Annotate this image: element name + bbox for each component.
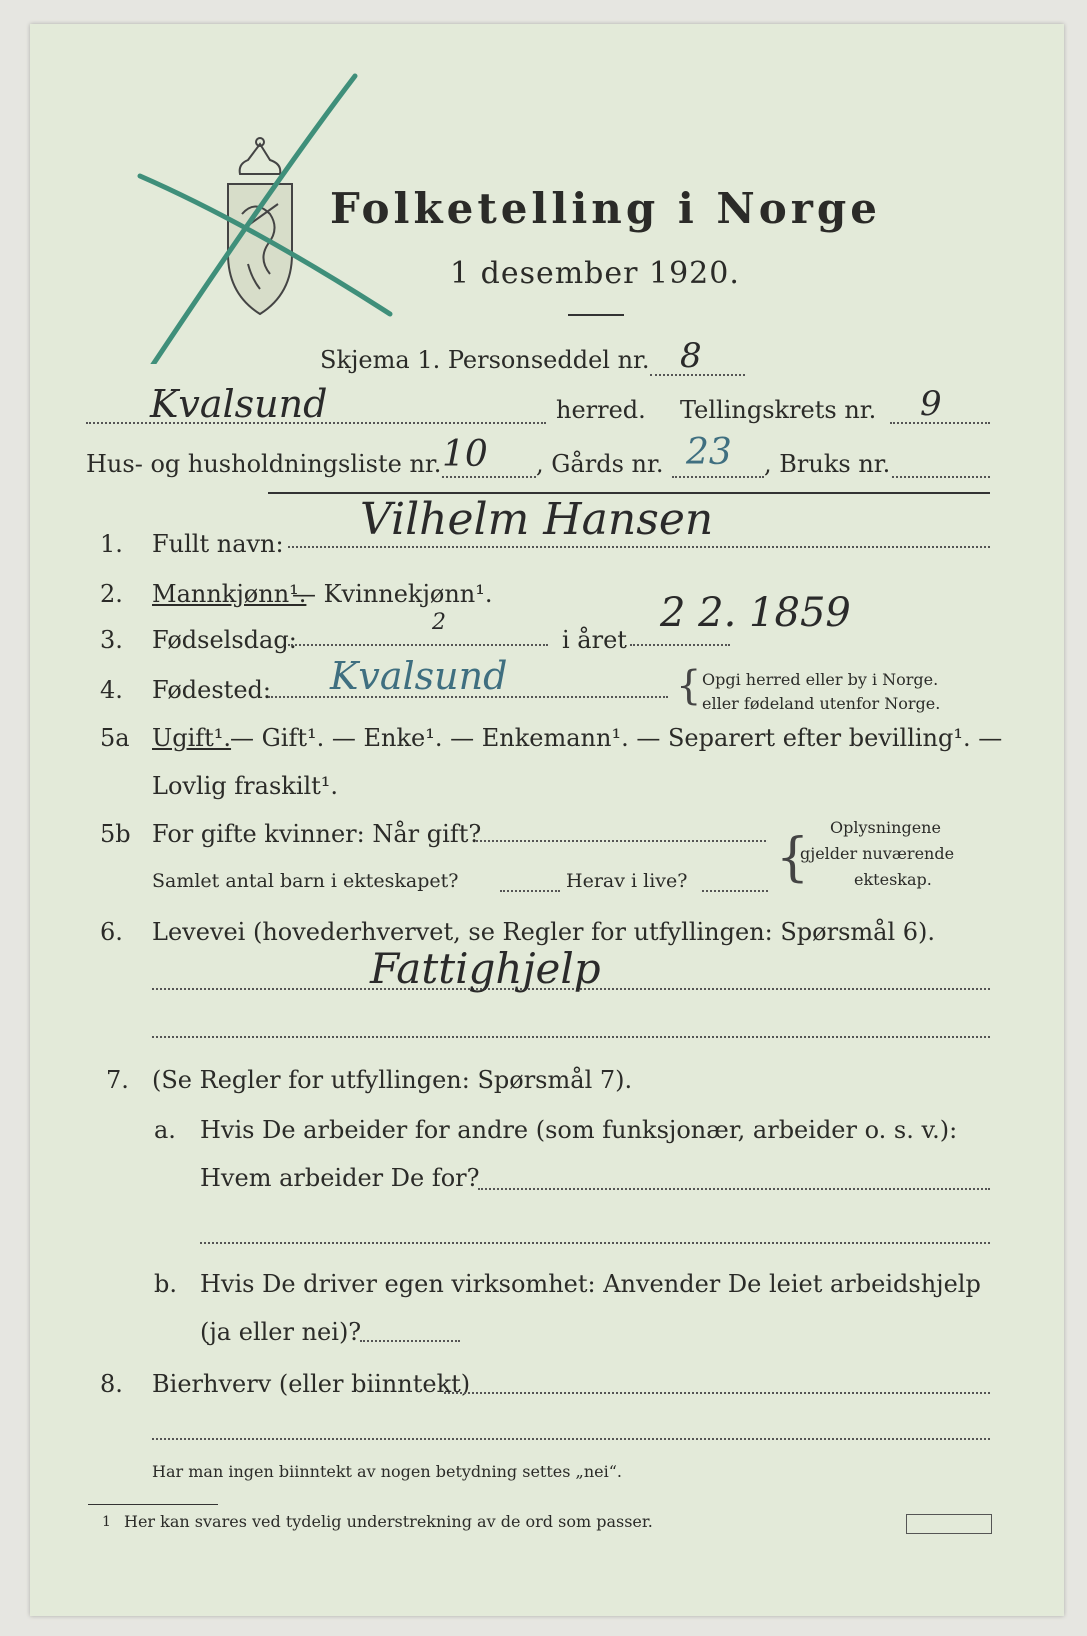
printer-stamp [906, 1514, 992, 1534]
children-count-field[interactable] [500, 890, 560, 892]
gards-field[interactable] [672, 476, 764, 478]
gards-label: , Gårds nr. [536, 450, 664, 478]
q6-number: 6. [100, 918, 123, 946]
children-alive-field[interactable] [702, 890, 768, 892]
q7b-text: Hvis De driver egen virksomhet: Anvender De leiet arbeidshjelp [200, 1270, 981, 1298]
q2-male-option[interactable] [152, 580, 306, 608]
q5b-alive-label: Herav i live? [566, 870, 688, 892]
form-title: Folketelling i Norge [330, 184, 882, 233]
employer-field[interactable] [478, 1188, 990, 1190]
gards-value: 23 [686, 432, 732, 473]
q7a-letter: a. [154, 1116, 176, 1144]
q5b-label: For gifte kvinner: Når gift? [152, 820, 482, 848]
footnote-mark: 1 [102, 1514, 111, 1530]
birthplace-value: Kvalsund [330, 654, 508, 698]
q5b-note-line2: gjelder nuværende [800, 844, 955, 863]
skjema-label: Skjema 1. Personseddel nr. [320, 346, 650, 374]
q5a-other-options[interactable]: — Gift¹. — Enke¹. — Enkemann¹. — Separert efter bevilling¹. — [230, 724, 1003, 752]
q2-female-option[interactable]: — Kvinnekjønn¹. [292, 580, 493, 608]
birth-day-value: 2 [432, 610, 446, 635]
footnote-text: Her kan svares ved tydelig understrekning av de ord som passer. [124, 1512, 653, 1531]
q6-label: Levevei (hovederhvervet, se Regler for utfyllingen: Spørsmål 6). [152, 918, 936, 946]
tellingskrets-value: 9 [920, 384, 942, 424]
q4-note-line1: Opgi herred eller by i Norge. [702, 670, 939, 689]
q2-male-label: Mannkjønn¹. [152, 580, 307, 608]
full-name-value: Vilhelm Hansen [360, 494, 714, 545]
q1-label: Fullt navn: [152, 530, 284, 558]
q7a-employer-label: Hvem arbeider De for? [200, 1164, 480, 1192]
married-when-field[interactable] [476, 840, 766, 842]
occupation-value: Fattighjelp [370, 944, 601, 993]
q5a-ugift-label: Ugift¹. [152, 724, 232, 752]
q7b-yes-no-label: (ja eller nei)? [200, 1318, 362, 1346]
birth-year-value: 2 2. 1859 [660, 590, 851, 636]
hired-help-field[interactable] [360, 1340, 460, 1342]
q4-brace: { [676, 663, 702, 709]
side-income-field[interactable] [444, 1392, 990, 1394]
q7b-letter: b. [154, 1270, 177, 1298]
q3-label: Fødselsdag: [152, 626, 297, 654]
q3-year-label: i året [562, 626, 627, 654]
husholdningsliste-field[interactable] [442, 476, 536, 478]
q4-label: Fødested: [152, 676, 271, 704]
husholdningsliste-label: Hus- og husholdningsliste nr. [86, 450, 442, 478]
q5b-brace: { [776, 828, 810, 888]
q1-number: 1. [100, 530, 123, 558]
tellingskrets-label: Tellingskrets nr. [680, 396, 877, 424]
q4-number: 4. [100, 676, 123, 704]
q5a-fraskilt-option[interactable]: Lovlig fraskilt¹. [152, 772, 339, 800]
form-date: 1 desember 1920. [450, 256, 740, 291]
q5a-ugift-option[interactable] [152, 724, 231, 752]
q7-number: 7. [106, 1066, 129, 1094]
q5b-number: 5b [100, 820, 131, 848]
q5b-children-label: Samlet antal barn i ekteskapet? [152, 870, 459, 892]
q8-number: 8. [100, 1370, 123, 1398]
side-income-field-line2[interactable] [152, 1438, 990, 1440]
side-income-note: Har man ingen biinntekt av nogen betydning settes „nei“. [152, 1462, 622, 1481]
q5a-number: 5a [100, 724, 130, 752]
q2-number: 2. [100, 580, 123, 608]
q4-note-line2: eller fødeland utenfor Norge. [702, 694, 941, 713]
census-form-page [30, 24, 1064, 1616]
q8-label: Bierhverv (eller biinntekt) [152, 1370, 471, 1398]
q7a-text: Hvis De arbeider for andre (som funksjonær, arbeider o. s. v.): [200, 1116, 958, 1144]
skjema-value: 8 [680, 336, 702, 376]
employer-field-line2[interactable] [200, 1242, 990, 1244]
title-divider [568, 314, 624, 316]
footnote-divider [88, 1504, 218, 1505]
birth-day-field[interactable] [288, 644, 548, 646]
bruks-label: , Bruks nr. [764, 450, 891, 478]
husholdningsliste-value: 10 [442, 434, 488, 475]
q7-label: (Se Regler for utfyllingen: Spørsmål 7). [152, 1066, 633, 1094]
birth-year-field[interactable] [630, 644, 730, 646]
herred-value: Kvalsund [150, 382, 328, 426]
full-name-field[interactable] [288, 546, 990, 548]
herred-label: herred. [556, 396, 646, 424]
q5b-note-line3: ekteskap. [854, 870, 932, 889]
bruks-field[interactable] [892, 476, 990, 478]
q5b-note-line1: Oplysningene [830, 818, 941, 837]
occupation-field-line2[interactable] [152, 1036, 990, 1038]
q3-number: 3. [100, 626, 123, 654]
